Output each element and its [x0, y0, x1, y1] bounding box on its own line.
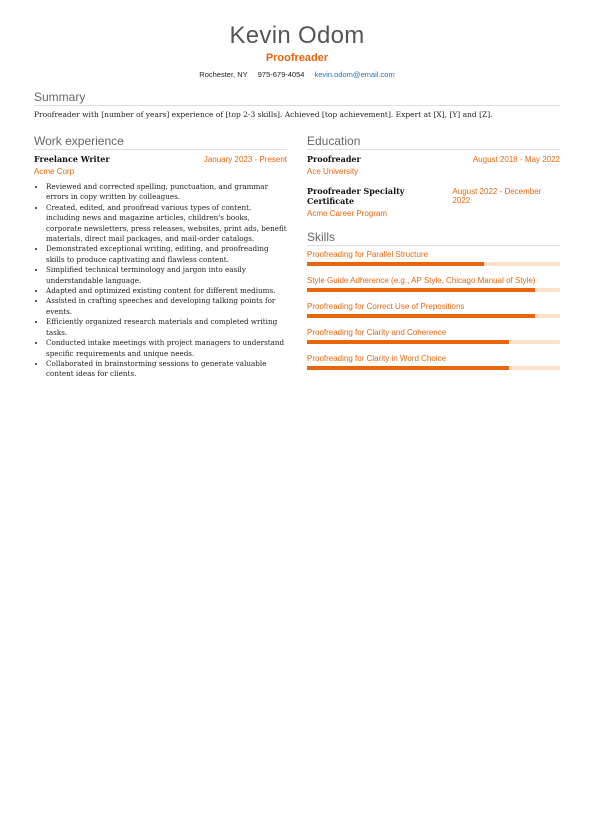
education-entry-dates: August 2018 - May 2022 — [472, 155, 560, 164]
summary-text: Proofreader with [number of years] experience of [top 2-3 skills]. Achieved [top achievement]. Expert at [X], [Y] and [Z]. — [34, 110, 493, 119]
job-bullet: • Demonstrated exceptional writing, editing, and proofreading skills to produce captivating and flawless content. — [46, 244, 287, 265]
right-column — [307, 134, 560, 380]
job-bullet: • Adapted and optimized existing content for different mediums. — [46, 286, 287, 296]
education-heading: Education — [307, 134, 560, 150]
work-experience-section — [34, 134, 287, 380]
job-bullet: • Collaborated in brainstorming sessions to generate valuable content ideas for clients. — [46, 359, 287, 380]
skill-name: Proofreading for Clarity in Word Choice — [307, 354, 447, 363]
job-entry-company: Acme Corp — [34, 167, 75, 176]
skill-bar — [307, 340, 560, 344]
job-bullet: • Created, edited, and proofread various types of content, including news and magazine articles, children's books, corporate newsletters, press releases, websites, print ads, benefit materials, direct mail packages, and mail-order catalogs. — [46, 203, 287, 245]
job-entry-title: Freelance Writer — [34, 154, 110, 164]
skills-heading: Skills — [307, 230, 560, 246]
summary-section — [34, 90, 560, 120]
skill-item — [307, 328, 560, 344]
skill-bar — [307, 262, 560, 266]
skill-bar-fill — [307, 340, 509, 344]
skill-name: Style Guide Adherence (e.g., AP Style, Chicago Manual of Style) — [307, 276, 536, 285]
skill-item — [307, 276, 560, 292]
skill-name: Proofreading for Clarity and Coherence — [307, 328, 447, 337]
contact-line — [0, 70, 594, 79]
job-bullet: • Reviewed and corrected spelling, punctuation, and grammar errors in copy written by colleagues. — [46, 182, 287, 203]
education-entry — [307, 186, 560, 218]
candidate-name: Kevin Odom — [229, 22, 365, 49]
skill-item — [307, 302, 560, 318]
job-bullet: • Efficiently organized research materials and completed writing tasks. — [46, 317, 287, 338]
phone: 975-679-4054 — [257, 70, 305, 79]
job-bullets — [34, 182, 287, 380]
education-entry-dates: August 2022 - December 2022 — [452, 187, 542, 205]
education-entry-school: Ace University — [307, 167, 359, 176]
email-link[interactable]: kevin.odom@email.com — [314, 70, 395, 79]
education-section — [307, 134, 560, 218]
education-entry-school: Acme Career Program — [307, 209, 388, 218]
skills-section — [307, 230, 560, 370]
skill-item — [307, 250, 560, 266]
skill-bar-fill — [307, 262, 484, 266]
job-bullet: • Simplified technical terminology and jargon into easily understandable language. — [46, 265, 287, 286]
job-entry-dates: January 2023 - Present — [203, 155, 287, 164]
summary-heading: Summary — [34, 90, 560, 106]
education-entry-title: Proofreader — [307, 154, 361, 164]
education-entry — [307, 154, 560, 176]
job-entry — [34, 154, 287, 380]
job-bullet: • Conducted intake meetings with project managers to understand specific requirements and unique needs. — [46, 338, 287, 359]
location: Rochester, NY — [199, 70, 248, 79]
education-entry-title: Proofreader Specialty Certificate — [307, 186, 405, 206]
skill-bar — [307, 366, 560, 370]
skill-bar-fill — [307, 288, 535, 292]
skill-item — [307, 354, 560, 370]
job-bullet: • Assisted in crafting speeches and developing talking points for events. — [46, 296, 287, 317]
work-heading: Work experience — [34, 134, 287, 150]
skill-name: Proofreading for Parallel Structure — [307, 250, 428, 259]
resume-header — [0, 0, 594, 79]
skill-bar — [307, 288, 560, 292]
skill-bar — [307, 314, 560, 318]
job-title: Proofreader — [265, 52, 329, 64]
skill-bar-fill — [307, 366, 509, 370]
skill-name: Proofreading for Correct Use of Prepositions — [307, 302, 465, 311]
skill-bar-fill — [307, 314, 535, 318]
